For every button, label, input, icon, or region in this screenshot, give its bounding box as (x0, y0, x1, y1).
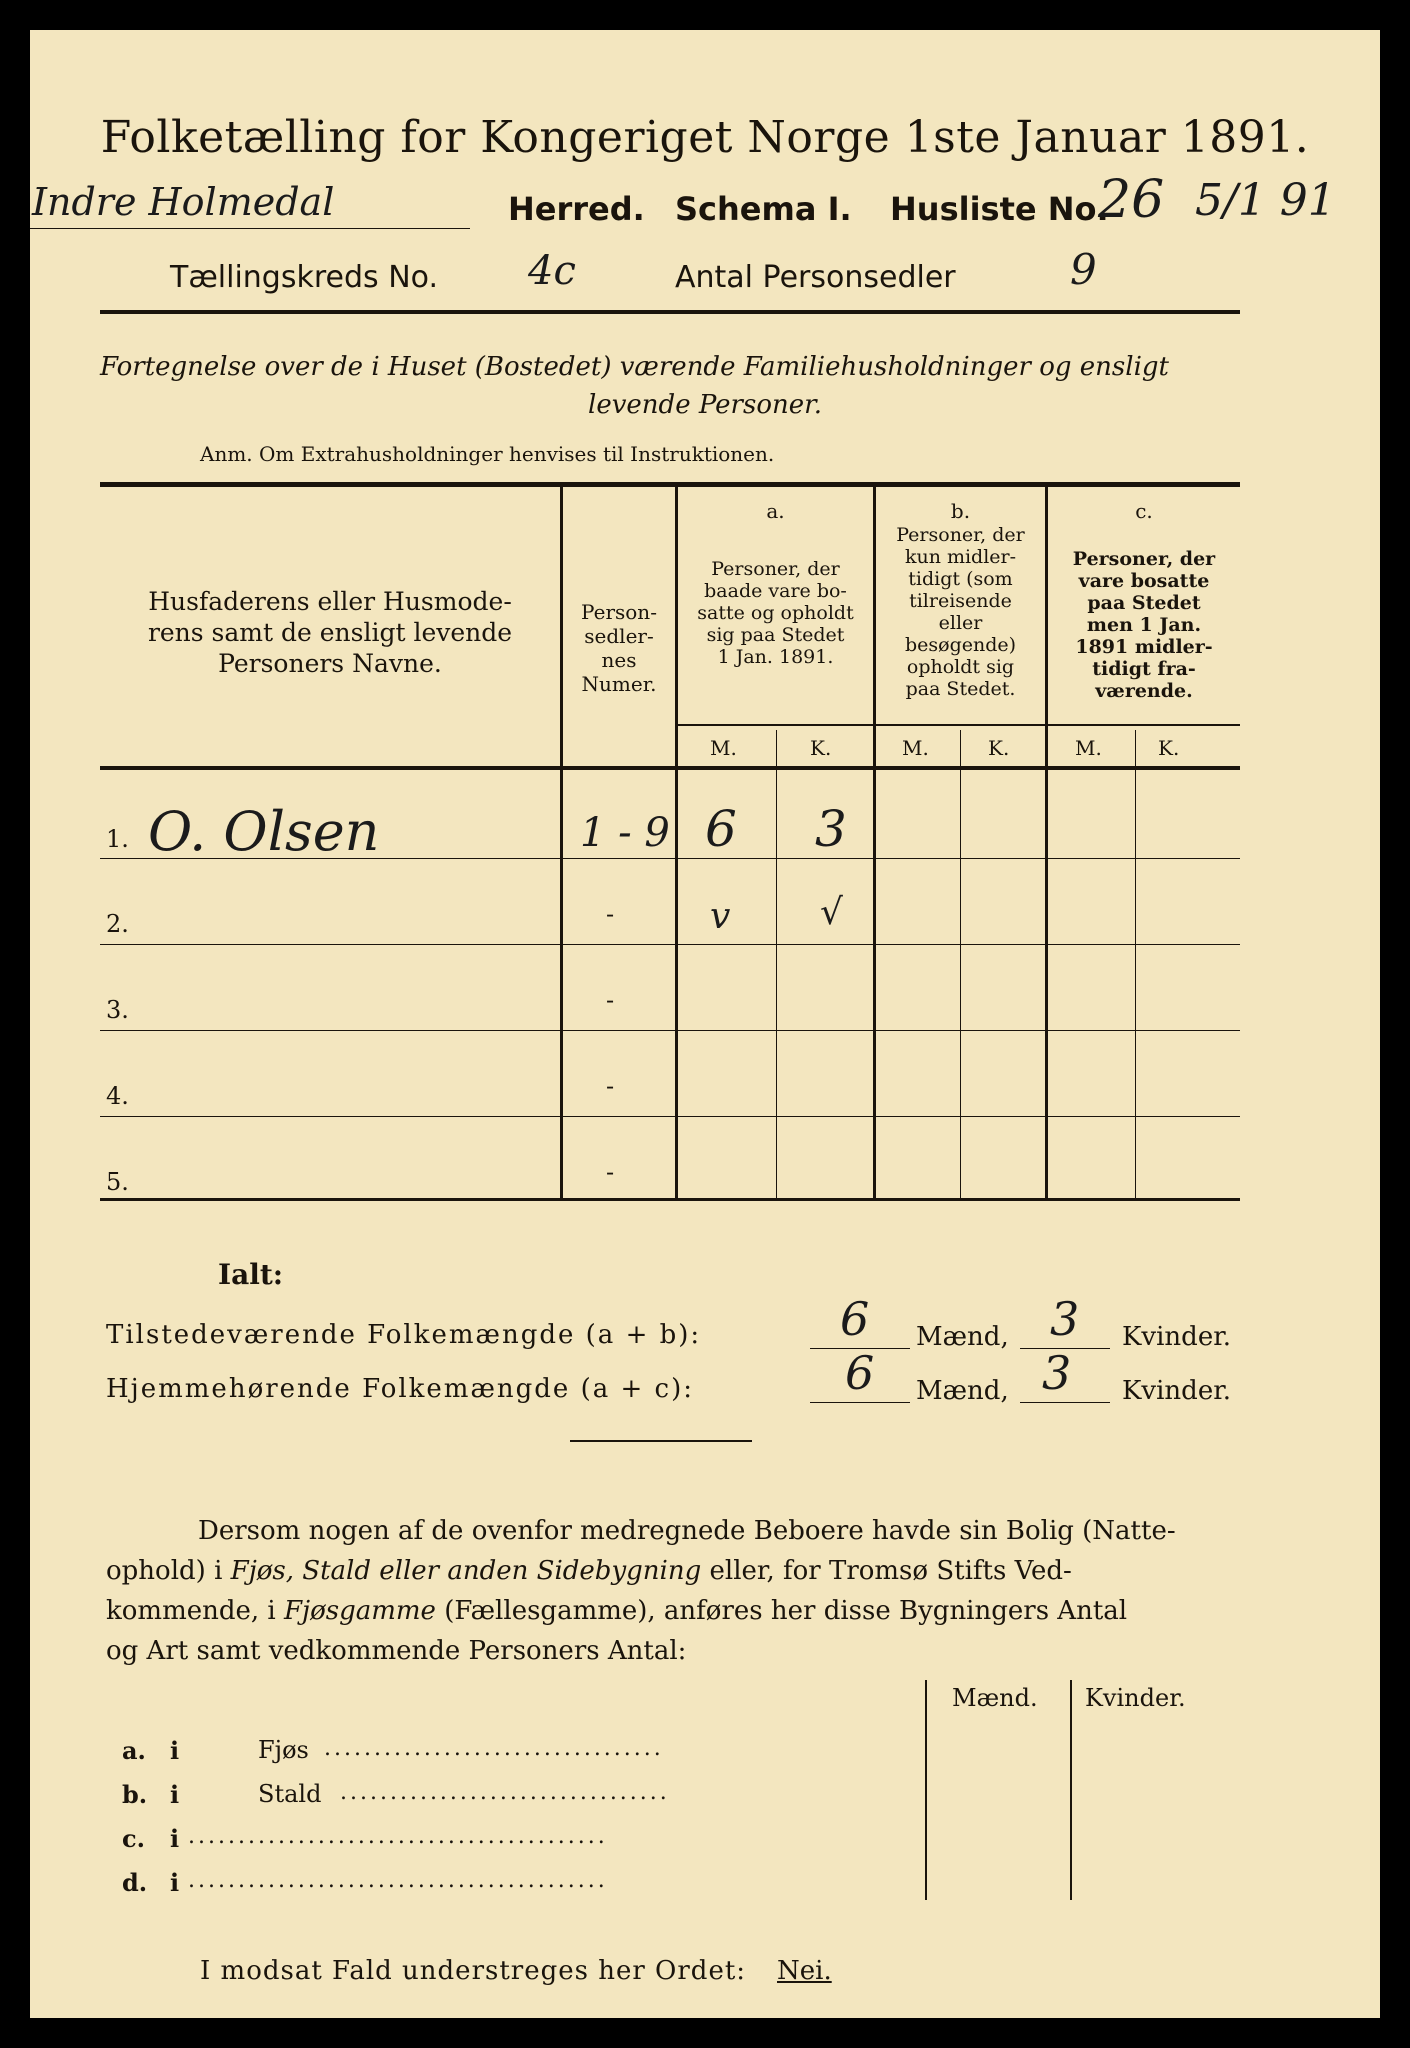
census-form (30, 30, 1380, 2018)
row-2-numer: - (606, 900, 615, 928)
hjemme-k: 3 (1042, 1346, 1072, 1400)
row-3-no: 3. (106, 996, 129, 1024)
col-c-line: Personer, der (1072, 548, 1216, 570)
col-sep-1 (560, 486, 563, 1198)
col-a-line: 1 Jan. 1891. (717, 646, 834, 668)
row-1-name: O. Olsen (148, 800, 380, 863)
herred-label: Herred. (508, 190, 645, 228)
row-5-numer: - (606, 1158, 615, 1186)
table-header-rule (100, 766, 1240, 770)
item-b-i: i (170, 1780, 180, 1809)
col-b-line: Personer, der (896, 524, 1025, 546)
item-a-letter: a. (122, 1736, 146, 1765)
col-b-header (876, 524, 1045, 700)
col-names-line-3: Personers Navne. (218, 649, 442, 678)
husliste-number: 26 (1098, 170, 1165, 230)
col-numer-line: nes (601, 648, 637, 672)
tilstede-kvinder: Kvinder. (1122, 1322, 1232, 1352)
ialt-label: Ialt: (218, 1258, 284, 1291)
row-1-a-m: 6 (705, 800, 737, 858)
col-c-line: tidigt fra- (1092, 658, 1196, 680)
separator-rule (570, 1440, 752, 1442)
col-a-line: Personer, der (711, 558, 840, 580)
col-names-line-1: Husfaderens eller Husmode- (148, 587, 512, 616)
row-4-numer: - (606, 1072, 615, 1100)
hjemme-kvinder: Kvinder. (1122, 1376, 1232, 1406)
header-rule (100, 310, 1240, 314)
date-annotation: 5/1 91 (1195, 175, 1336, 226)
col-b-mk-sep (960, 730, 961, 1198)
col-c-line: vare bosatte (1078, 570, 1210, 592)
row-2-no: 2. (106, 910, 129, 938)
b-m-label: M. (902, 736, 929, 760)
col-numer-header (563, 600, 675, 696)
item-d-letter: d. (122, 1868, 148, 1897)
table-bottom-rule (100, 1198, 1240, 1201)
row-4-no: 4. (106, 1082, 129, 1110)
col-b-line: opholdt sig (906, 656, 1015, 678)
item-c-letter: c. (122, 1824, 145, 1853)
tilstede-k: 3 (1050, 1292, 1080, 1346)
col-b-line: kun midler- (904, 546, 1017, 568)
intro-line-1: Fortegnelse over de i Huset (Bostedet) værende Familiehusholdninger og ensligt (100, 352, 1169, 382)
col-a-mk-sep (776, 730, 777, 1198)
col-numer-line: Person- (581, 600, 657, 624)
antal-label: Antal Personsedler (675, 260, 956, 295)
bolig-kvinder-header: Kvinder. (1085, 1684, 1186, 1712)
col-numer-line: sedler- (584, 624, 654, 648)
col-c-line: 1891 midler- (1075, 636, 1213, 658)
item-a-label: Fjøs (258, 1736, 309, 1764)
col-c-letter: c. (1135, 499, 1153, 523)
col-b-line: tilreisende (909, 590, 1012, 612)
c-k-label: K. (1158, 736, 1180, 760)
col-a-line: satte og opholdt (697, 602, 854, 624)
col-c-line: værende. (1095, 680, 1193, 702)
bolig-sep-2 (1070, 1680, 1072, 1900)
kreds-number: 4c (528, 248, 576, 294)
herred-underline (30, 228, 470, 229)
row-rule-3 (100, 1030, 1240, 1031)
col-numer-line: Numer. (581, 672, 657, 696)
hjemme-maend: Mænd, (916, 1376, 1009, 1406)
bolig-line-2a: ophold) i (106, 1556, 231, 1586)
intro-line-2: levende Personer. (588, 390, 822, 420)
tilstede-maend: Mænd, (916, 1322, 1009, 1352)
col-b-line: paa Stedet. (905, 678, 1016, 700)
item-b-label: Stald (258, 1780, 322, 1808)
tilstede-label: Tilstedeværende Folkemængde (a + b): (106, 1320, 702, 1350)
form-title: Folketælling for Kongeriget Norge 1ste Januar 1891. (100, 112, 1310, 163)
tilstede-m: 6 (840, 1292, 870, 1346)
row-2-a-k: √ (820, 892, 843, 933)
row-rule-2 (100, 944, 1240, 945)
row-2-a-m: v (710, 896, 731, 937)
bolig-line-3 (106, 1596, 1127, 1626)
bolig-line-2b: Fjøs, Stald eller anden Sidebygning (230, 1556, 702, 1586)
table-top-rule (100, 482, 1240, 487)
col-names-line-2: rens samt de ensligt levende (147, 618, 513, 647)
antal-value: 9 (1070, 245, 1097, 294)
mk-rule (678, 724, 1240, 726)
col-a-letter: a. (766, 499, 785, 523)
hjemme-label: Hjemmehørende Folkemængde (a + c): (106, 1374, 694, 1404)
bolig-line-2 (106, 1556, 1072, 1586)
col-b-line: besøgende) (904, 634, 1017, 656)
col-a-line: sig paa Stedet (706, 624, 845, 646)
row-5-no: 5. (106, 1168, 129, 1196)
bolig-line-3c: (Fællesgamme), anføres her disse Bygningers Antal (435, 1596, 1128, 1626)
col-c-line: paa Stedet (1087, 592, 1201, 614)
bolig-line-4: og Art samt vedkommende Personers Antal: (106, 1636, 687, 1666)
item-c-dots: .......................................... (188, 1824, 608, 1849)
husliste-label: Husliste No. (890, 190, 1109, 228)
col-names-header (105, 586, 555, 679)
row-1-no: 1. (106, 825, 129, 853)
hjemme-m-line (810, 1402, 910, 1403)
c-m-label: M. (1075, 736, 1102, 760)
hjemme-k-line (1020, 1402, 1110, 1403)
nei-word: Nei. (777, 1956, 832, 1986)
schema-label: Schema I. (675, 190, 852, 228)
item-b-letter: b. (122, 1780, 148, 1809)
item-d-dots: .......................................... (188, 1868, 608, 1893)
row-3-numer: - (606, 986, 615, 1014)
item-a-i: i (170, 1736, 180, 1765)
herred-name: Indre Holmedal (32, 180, 335, 224)
row-rule-4 (100, 1116, 1240, 1117)
item-c-i: i (170, 1824, 180, 1853)
col-c-line: men 1 Jan. (1086, 614, 1202, 636)
hjemme-m: 6 (845, 1346, 875, 1400)
col-c-header (1048, 548, 1240, 702)
bolig-maend-header: Mænd. (952, 1684, 1038, 1712)
a-m-label: M. (710, 736, 737, 760)
col-a-header (678, 558, 873, 668)
col-b-line: eller (938, 612, 983, 634)
item-a-dots: .................................. (324, 1736, 664, 1761)
row-1-numer: 1 - 9 (580, 810, 670, 856)
item-d-i: i (170, 1868, 180, 1897)
col-c-mk-sep (1135, 730, 1136, 1198)
row-1-a-k: 3 (815, 800, 847, 858)
item-b-dots: ................................. (340, 1780, 670, 1805)
footer-text: I modsat Fald understreges her Ordet: (200, 1956, 747, 1986)
col-a-line: baade vare bo- (704, 580, 847, 602)
col-b-letter: b. (950, 499, 971, 523)
bolig-line-2c: eller, for Tromsø Stifts Ved- (701, 1556, 1072, 1586)
a-k-label: K. (810, 736, 832, 760)
bolig-line-3b: Fjøsgamme (284, 1596, 436, 1626)
kreds-label: Tællingskreds No. (170, 260, 438, 295)
col-b-line: tidigt (som (908, 568, 1013, 590)
b-k-label: K. (988, 736, 1010, 760)
bolig-sep-1 (925, 1680, 927, 1900)
bolig-line-3a: kommende, i (106, 1596, 284, 1626)
anm-note: Anm. Om Extrahusholdninger henvises til Instruktionen. (200, 442, 775, 466)
bolig-line-1: Dersom nogen af de ovenfor medregnede Beboere havde sin Bolig (Natte- (198, 1516, 1176, 1546)
